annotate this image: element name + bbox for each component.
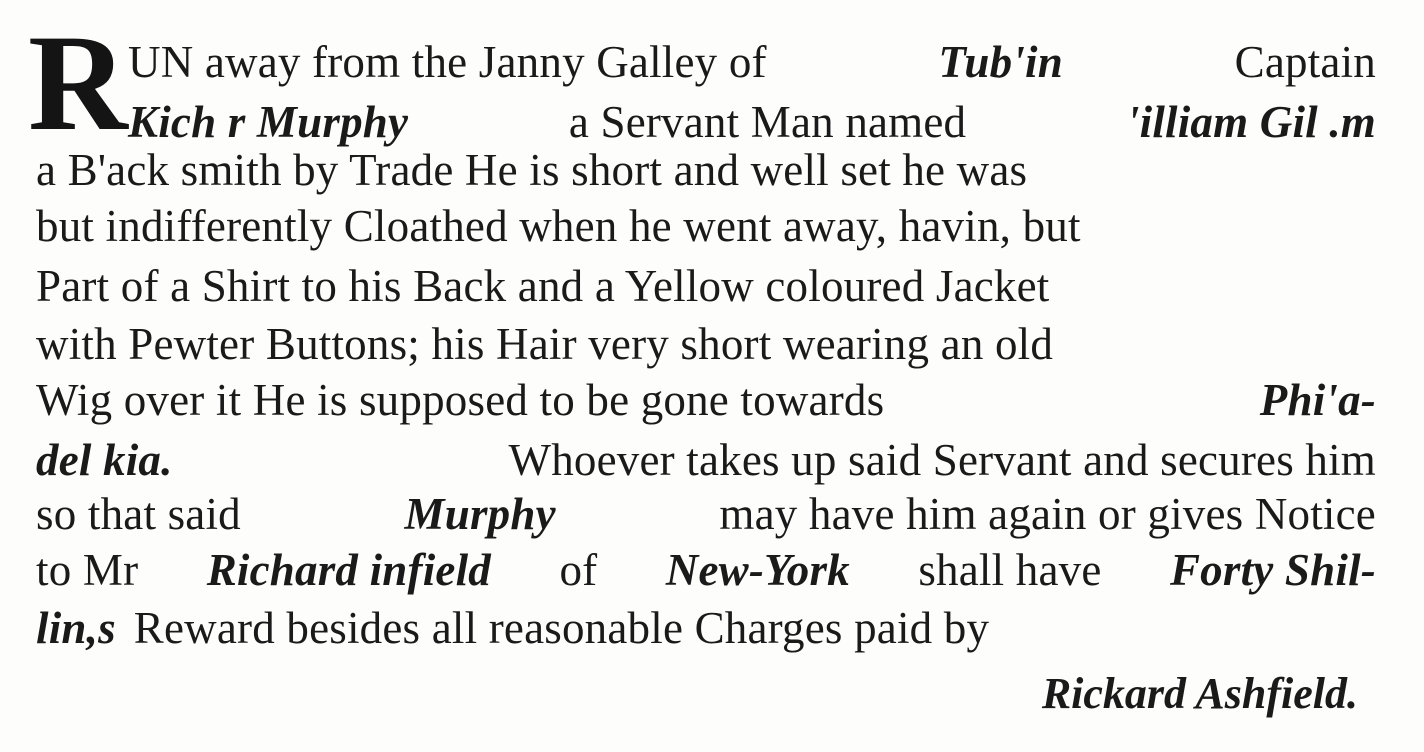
text-segment: Phi'a-	[1259, 375, 1376, 425]
text-segment: del kia.	[36, 435, 173, 485]
text-segment: Part of a Shirt to his Back and a Yellow coloured Jacket	[36, 261, 1050, 311]
text-line	[36, 545, 1376, 595]
text-segment: UN away from the Janny Galley of	[128, 37, 767, 87]
text-segment: to Mr	[36, 545, 139, 595]
text-line	[36, 603, 1376, 653]
text-segment: of	[559, 545, 598, 595]
text-segment: so that said	[36, 489, 241, 539]
text-line	[36, 435, 1376, 485]
text-segment: but indifferently Cloathed when he went away, havin, but	[36, 201, 1081, 251]
text-line	[36, 375, 1376, 425]
text-segment: Kich r Murphy	[128, 97, 409, 147]
drop-cap: R	[28, 6, 128, 159]
text-line	[36, 261, 1376, 311]
signature: Rickard Ashfield.	[1041, 669, 1358, 718]
text-line	[128, 97, 1376, 147]
text-segment: Forty Shil-	[1169, 545, 1376, 595]
text-segment: Richard infield	[206, 545, 491, 595]
text-segment: may have him again or gives Notice	[719, 489, 1376, 539]
text-line	[36, 489, 1376, 539]
text-segment: Wig over it He is supposed to be gone towards	[36, 375, 885, 425]
text-segment: Whoever takes up said Servant and secures him	[508, 435, 1376, 485]
text-line	[36, 145, 1376, 195]
text-segment: with Pewter Buttons; his Hair very short wearing an old	[36, 319, 1054, 369]
text-line	[36, 319, 1376, 369]
text-segment: 'illiam Gil .m	[1126, 97, 1376, 147]
text-segment: Murphy	[404, 489, 556, 539]
text-segment: Captain	[1234, 37, 1376, 87]
text-line	[128, 37, 1376, 87]
text-segment: New-York	[665, 545, 850, 595]
text-segment: a B'ack smith by Trade He is short and well set he was	[36, 145, 1028, 195]
text-segment: Reward besides all reasonable Charges paid by	[133, 603, 990, 653]
text-segment: a Servant Man named	[568, 97, 967, 147]
text-segment: lin,s	[36, 603, 116, 653]
text-segment: Tub'in	[938, 37, 1063, 87]
text-line	[36, 201, 1376, 251]
text-segment: shall have	[918, 545, 1102, 595]
